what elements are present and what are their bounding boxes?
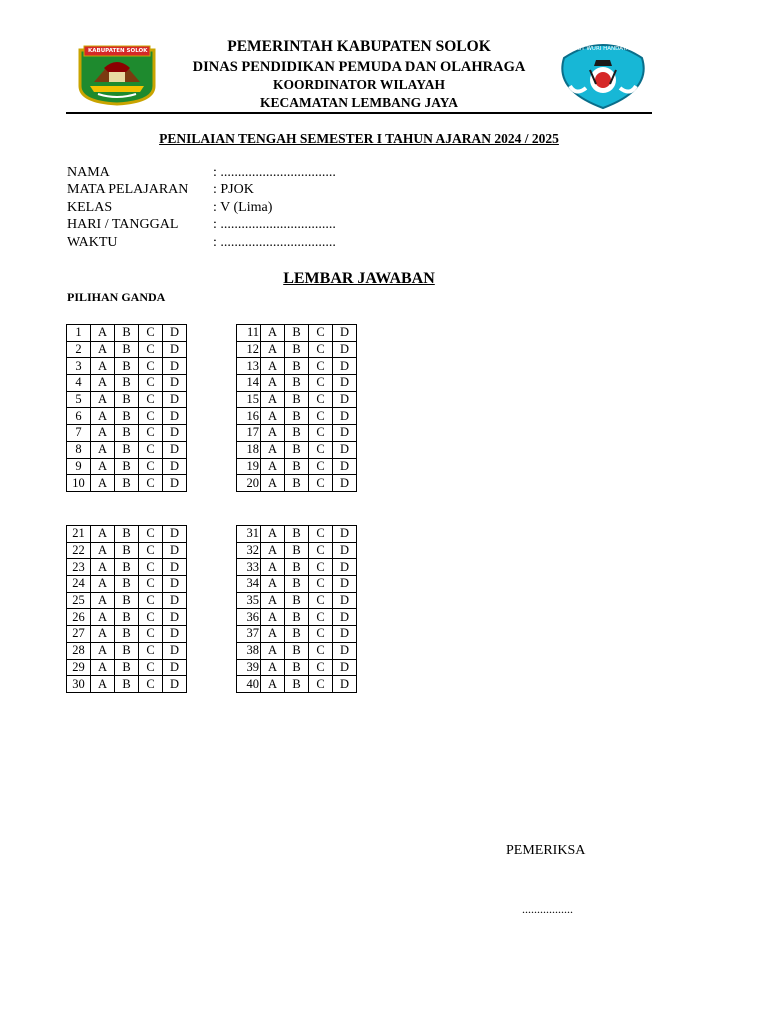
answer-table-1-10 — [66, 324, 187, 492]
answer-option-a[interactable]: A — [91, 609, 115, 626]
answer-option-d[interactable]: D — [333, 475, 357, 492]
answer-option-a[interactable]: A — [261, 626, 285, 643]
answer-option-d[interactable]: D — [163, 475, 187, 492]
answer-option-d[interactable]: D — [333, 542, 357, 559]
answer-option-b[interactable]: B — [115, 358, 139, 375]
answer-row — [67, 391, 187, 408]
answer-option-a[interactable]: A — [91, 441, 115, 458]
question-number: 1 — [67, 325, 91, 342]
answer-option-d[interactable]: D — [163, 576, 187, 593]
answer-option-d[interactable]: D — [333, 341, 357, 358]
answer-option-b[interactable]: B — [285, 542, 309, 559]
answer-row — [237, 375, 357, 392]
answer-row — [237, 408, 357, 425]
answer-row — [237, 475, 357, 492]
question-number: 28 — [67, 642, 91, 659]
answer-option-d[interactable]: D — [333, 592, 357, 609]
answer-option-d[interactable]: D — [163, 408, 187, 425]
question-number: 24 — [67, 576, 91, 593]
answer-option-b[interactable]: B — [115, 441, 139, 458]
answer-option-b[interactable]: B — [285, 576, 309, 593]
answer-option-a[interactable]: A — [261, 341, 285, 358]
field-value: : ................................. — [213, 165, 336, 180]
answer-row — [67, 559, 187, 576]
answer-option-b[interactable]: B — [115, 626, 139, 643]
answer-option-b[interactable]: B — [115, 325, 139, 342]
answer-option-c[interactable]: C — [139, 542, 163, 559]
answer-option-a[interactable]: A — [91, 542, 115, 559]
answer-option-a[interactable]: A — [261, 325, 285, 342]
kabupaten-solok-logo — [76, 42, 158, 106]
answer-option-d[interactable]: D — [333, 325, 357, 342]
question-number: 32 — [237, 542, 261, 559]
answer-option-b[interactable]: B — [115, 592, 139, 609]
answer-option-b[interactable]: B — [285, 391, 309, 408]
answer-option-c[interactable]: C — [309, 676, 333, 693]
answer-option-a[interactable]: A — [261, 559, 285, 576]
answer-option-b[interactable]: B — [115, 375, 139, 392]
answer-option-a[interactable]: A — [91, 576, 115, 593]
question-number: 23 — [67, 559, 91, 576]
answer-option-a[interactable]: A — [91, 559, 115, 576]
answer-option-c[interactable]: C — [309, 626, 333, 643]
question-number: 22 — [67, 542, 91, 559]
question-number: 5 — [67, 391, 91, 408]
answer-option-b[interactable]: B — [285, 325, 309, 342]
answer-row — [237, 626, 357, 643]
answer-option-c[interactable]: C — [139, 458, 163, 475]
answer-option-d[interactable]: D — [163, 458, 187, 475]
question-number: 39 — [237, 659, 261, 676]
question-number: 2 — [67, 341, 91, 358]
answer-option-a[interactable]: A — [261, 391, 285, 408]
answer-row — [237, 425, 357, 442]
answer-row — [67, 609, 187, 626]
answer-option-b[interactable]: B — [285, 341, 309, 358]
answer-option-a[interactable]: A — [261, 408, 285, 425]
answer-option-c[interactable]: C — [309, 325, 333, 342]
field-label: HARI / TANGGAL — [67, 217, 179, 232]
answer-row — [67, 458, 187, 475]
answer-option-c[interactable]: C — [309, 642, 333, 659]
answer-option-d[interactable]: D — [333, 408, 357, 425]
question-number: 27 — [67, 626, 91, 643]
question-number: 10 — [67, 475, 91, 492]
question-number: 31 — [237, 526, 261, 543]
question-number: 26 — [67, 609, 91, 626]
question-number: 36 — [237, 609, 261, 626]
answer-option-c[interactable]: C — [139, 659, 163, 676]
checker-label: PEMERIKSA — [506, 843, 586, 858]
answer-option-c[interactable]: C — [309, 576, 333, 593]
answer-option-d[interactable]: D — [333, 626, 357, 643]
answer-option-b[interactable]: B — [115, 542, 139, 559]
answer-option-a[interactable]: A — [261, 458, 285, 475]
answer-option-d[interactable]: D — [163, 391, 187, 408]
answer-option-d[interactable]: D — [333, 391, 357, 408]
answer-row — [67, 659, 187, 676]
question-number: 8 — [67, 441, 91, 458]
answer-option-c[interactable]: C — [309, 391, 333, 408]
answer-option-c[interactable]: C — [309, 526, 333, 543]
answer-option-a[interactable]: A — [261, 542, 285, 559]
answer-option-d[interactable]: D — [163, 526, 187, 543]
answer-row — [67, 358, 187, 375]
answer-row — [67, 475, 187, 492]
field-label: WAKTU — [67, 235, 118, 250]
answer-option-b[interactable]: B — [285, 592, 309, 609]
answer-option-a[interactable]: A — [91, 458, 115, 475]
answer-option-a[interactable]: A — [261, 659, 285, 676]
checker-signature-line: ................. — [522, 902, 573, 916]
answer-option-c[interactable]: C — [309, 425, 333, 442]
answer-option-d[interactable]: D — [163, 626, 187, 643]
answer-option-a[interactable]: A — [261, 425, 285, 442]
answer-row — [67, 375, 187, 392]
question-number: 4 — [67, 375, 91, 392]
question-number: 37 — [237, 626, 261, 643]
question-number: 13 — [237, 358, 261, 375]
answer-option-c[interactable]: C — [139, 475, 163, 492]
answer-row — [67, 325, 187, 342]
answer-option-c[interactable]: C — [139, 341, 163, 358]
answer-option-d[interactable]: D — [163, 542, 187, 559]
question-number: 35 — [237, 592, 261, 609]
answer-option-b[interactable]: B — [115, 475, 139, 492]
answer-option-b[interactable]: B — [285, 358, 309, 375]
right-logo-text: TUT WURI HANDAYANI — [574, 46, 636, 52]
answer-option-b[interactable]: B — [285, 676, 309, 693]
answer-option-d[interactable]: D — [163, 441, 187, 458]
question-number: 19 — [237, 458, 261, 475]
answer-row — [237, 676, 357, 693]
answer-option-d[interactable]: D — [333, 526, 357, 543]
answer-option-d[interactable]: D — [333, 441, 357, 458]
answer-option-c[interactable]: C — [139, 408, 163, 425]
answer-option-c[interactable]: C — [309, 358, 333, 375]
header-coordinator: KOORDINATOR WILAYAH — [273, 77, 445, 92]
answer-option-c[interactable]: C — [139, 425, 163, 442]
answer-row — [67, 526, 187, 543]
answer-row — [67, 441, 187, 458]
answer-option-c[interactable]: C — [309, 441, 333, 458]
question-number: 29 — [67, 659, 91, 676]
answer-option-c[interactable]: C — [309, 341, 333, 358]
answer-option-b[interactable]: B — [285, 526, 309, 543]
answer-option-d[interactable]: D — [163, 676, 187, 693]
question-number: 6 — [67, 408, 91, 425]
question-number: 33 — [237, 559, 261, 576]
answer-row — [237, 458, 357, 475]
answer-option-d[interactable]: D — [163, 341, 187, 358]
answer-option-c[interactable]: C — [139, 626, 163, 643]
answer-option-c[interactable]: C — [309, 559, 333, 576]
question-number: 11 — [237, 325, 261, 342]
answer-option-b[interactable]: B — [285, 642, 309, 659]
answer-option-b[interactable]: B — [115, 458, 139, 475]
answer-option-c[interactable]: C — [309, 659, 333, 676]
sheet-title: LEMBAR JAWABAN — [283, 270, 435, 287]
answer-option-c[interactable]: C — [309, 408, 333, 425]
answer-option-d[interactable]: D — [163, 425, 187, 442]
question-number: 16 — [237, 408, 261, 425]
answer-row — [67, 626, 187, 643]
answer-row — [67, 542, 187, 559]
answer-row — [67, 341, 187, 358]
answer-option-c[interactable]: C — [309, 458, 333, 475]
answer-option-d[interactable]: D — [333, 425, 357, 442]
field-label: NAMA — [67, 165, 110, 180]
question-number: 15 — [237, 391, 261, 408]
answer-row — [67, 425, 187, 442]
answer-row — [237, 325, 357, 342]
answer-option-c[interactable]: C — [309, 542, 333, 559]
answer-option-b[interactable]: B — [115, 676, 139, 693]
answer-option-b[interactable]: B — [285, 626, 309, 643]
exam-title: PENILAIAN TENGAH SEMESTER I TAHUN AJARAN 2024 / 2025 — [159, 131, 559, 146]
answer-option-a[interactable]: A — [91, 642, 115, 659]
answer-option-a[interactable]: A — [91, 526, 115, 543]
question-number: 21 — [67, 526, 91, 543]
answer-option-a[interactable]: A — [261, 441, 285, 458]
answer-option-d[interactable]: D — [333, 609, 357, 626]
answer-option-d[interactable]: D — [163, 609, 187, 626]
answer-option-c[interactable]: C — [139, 576, 163, 593]
answer-row — [237, 559, 357, 576]
answer-option-a[interactable]: A — [261, 642, 285, 659]
answer-option-a[interactable]: A — [261, 676, 285, 693]
answer-option-d[interactable]: D — [163, 358, 187, 375]
answer-option-a[interactable]: A — [261, 609, 285, 626]
field-value: : V (Lima) — [213, 200, 273, 215]
answer-option-a[interactable]: A — [261, 375, 285, 392]
answer-row — [237, 659, 357, 676]
answer-row — [237, 441, 357, 458]
answer-row — [237, 642, 357, 659]
answer-option-c[interactable]: C — [139, 325, 163, 342]
answer-option-b[interactable]: B — [115, 526, 139, 543]
answer-option-a[interactable]: A — [91, 626, 115, 643]
question-number: 18 — [237, 441, 261, 458]
answer-option-a[interactable]: A — [261, 526, 285, 543]
answer-row — [237, 542, 357, 559]
answer-option-a[interactable]: A — [91, 391, 115, 408]
answer-option-a[interactable]: A — [91, 325, 115, 342]
field-label: MATA PELAJARAN — [67, 182, 189, 197]
answer-row — [67, 576, 187, 593]
answer-option-a[interactable]: A — [261, 358, 285, 375]
question-number: 30 — [67, 676, 91, 693]
answer-option-d[interactable]: D — [163, 592, 187, 609]
answer-option-d[interactable]: D — [163, 325, 187, 342]
answer-option-d[interactable]: D — [163, 375, 187, 392]
tut-wuri-handayani-logo — [556, 40, 650, 110]
answer-option-b[interactable]: B — [115, 659, 139, 676]
answer-option-c[interactable]: C — [139, 391, 163, 408]
answer-row — [237, 526, 357, 543]
answer-option-c[interactable]: C — [139, 676, 163, 693]
left-logo-text: KABUPATEN SOLOK — [88, 48, 148, 54]
answer-option-d[interactable]: D — [333, 559, 357, 576]
answer-option-d[interactable]: D — [333, 576, 357, 593]
field-value: : ................................. — [213, 235, 336, 250]
question-number: 20 — [237, 475, 261, 492]
question-number: 12 — [237, 341, 261, 358]
answer-option-c[interactable]: C — [139, 441, 163, 458]
answer-row — [237, 592, 357, 609]
answer-option-c[interactable]: C — [309, 609, 333, 626]
question-number: 7 — [67, 425, 91, 442]
answer-row — [237, 609, 357, 626]
answer-row — [67, 642, 187, 659]
answer-option-c[interactable]: C — [309, 475, 333, 492]
field-value: : PJOK — [213, 182, 254, 197]
answer-row — [67, 592, 187, 609]
answer-option-c[interactable]: C — [139, 609, 163, 626]
answer-option-b[interactable]: B — [285, 609, 309, 626]
answer-option-d[interactable]: D — [333, 375, 357, 392]
answer-row — [67, 676, 187, 693]
answer-table-21-30 — [66, 525, 187, 693]
section-label: PILIHAN GANDA — [67, 290, 166, 304]
answer-option-d[interactable]: D — [333, 659, 357, 676]
answer-option-b[interactable]: B — [115, 609, 139, 626]
answer-option-a[interactable]: A — [91, 475, 115, 492]
question-number: 9 — [67, 458, 91, 475]
answer-option-d[interactable]: D — [333, 358, 357, 375]
answer-option-c[interactable]: C — [139, 358, 163, 375]
answer-table-31-40 — [236, 525, 357, 693]
field-label: KELAS — [67, 200, 113, 215]
answer-option-c[interactable]: C — [139, 375, 163, 392]
answer-option-b[interactable]: B — [115, 559, 139, 576]
answer-option-b[interactable]: B — [285, 659, 309, 676]
answer-option-b[interactable]: B — [285, 441, 309, 458]
answer-option-a[interactable]: A — [261, 592, 285, 609]
answer-row — [67, 408, 187, 425]
answer-option-c[interactable]: C — [309, 375, 333, 392]
answer-option-b[interactable]: B — [115, 391, 139, 408]
answer-option-d[interactable]: D — [163, 559, 187, 576]
answer-row — [237, 341, 357, 358]
question-number: 14 — [237, 375, 261, 392]
answer-option-b[interactable]: B — [285, 408, 309, 425]
answer-row — [237, 391, 357, 408]
answer-option-b[interactable]: B — [285, 559, 309, 576]
field-value: : ................................. — [213, 217, 336, 232]
answer-option-c[interactable]: C — [309, 592, 333, 609]
answer-option-b[interactable]: B — [115, 408, 139, 425]
header-divider — [66, 112, 652, 114]
answer-option-c[interactable]: C — [139, 642, 163, 659]
question-number: 34 — [237, 576, 261, 593]
answer-option-c[interactable]: C — [139, 526, 163, 543]
answer-option-a[interactable]: A — [91, 408, 115, 425]
answer-option-b[interactable]: B — [115, 576, 139, 593]
answer-option-b[interactable]: B — [115, 642, 139, 659]
question-number: 17 — [237, 425, 261, 442]
answer-row — [237, 576, 357, 593]
answer-option-a[interactable]: A — [91, 425, 115, 442]
question-number: 3 — [67, 358, 91, 375]
answer-option-a[interactable]: A — [91, 375, 115, 392]
answer-option-b[interactable]: B — [285, 425, 309, 442]
header-department: DINAS PENDIDIKAN PEMUDA DAN OLAHRAGA — [192, 59, 526, 75]
answer-row — [237, 358, 357, 375]
answer-option-b[interactable]: B — [285, 458, 309, 475]
answer-option-b[interactable]: B — [285, 375, 309, 392]
answer-option-d[interactable]: D — [163, 642, 187, 659]
header-district: KECAMATAN LEMBANG JAYA — [259, 95, 459, 110]
answer-option-d[interactable]: D — [333, 458, 357, 475]
answer-option-a[interactable]: A — [91, 358, 115, 375]
question-number: 40 — [237, 676, 261, 693]
answer-option-b[interactable]: B — [115, 425, 139, 442]
answer-option-a[interactable]: A — [91, 676, 115, 693]
answer-option-c[interactable]: C — [139, 559, 163, 576]
answer-option-d[interactable]: D — [333, 642, 357, 659]
answer-option-b[interactable]: B — [285, 475, 309, 492]
answer-option-a[interactable]: A — [91, 659, 115, 676]
answer-option-a[interactable]: A — [91, 341, 115, 358]
question-number: 25 — [67, 592, 91, 609]
answer-option-b[interactable]: B — [115, 341, 139, 358]
answer-option-a[interactable]: A — [91, 592, 115, 609]
answer-option-d[interactable]: D — [163, 659, 187, 676]
answer-table-11-20 — [236, 324, 357, 492]
answer-option-d[interactable]: D — [333, 676, 357, 693]
answer-option-a[interactable]: A — [261, 475, 285, 492]
answer-option-a[interactable]: A — [261, 576, 285, 593]
question-number: 38 — [237, 642, 261, 659]
header-government: PEMERINTAH KABUPATEN SOLOK — [227, 38, 491, 55]
answer-option-c[interactable]: C — [139, 592, 163, 609]
